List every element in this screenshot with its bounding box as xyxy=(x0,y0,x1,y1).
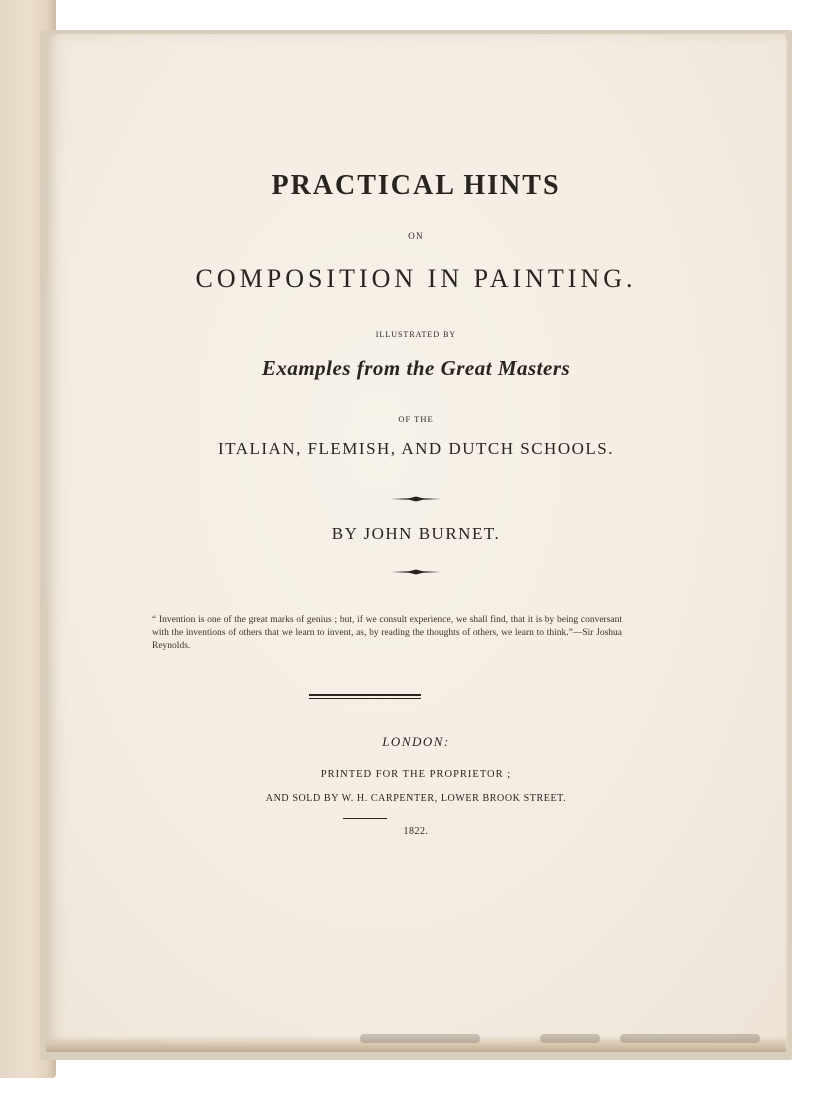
author-line: BY JOHN BURNET. xyxy=(331,524,501,543)
ornament-dash-icon xyxy=(391,568,441,576)
imprint-city: LONDON: xyxy=(382,734,450,749)
examples-line: Examples from the Great Masters xyxy=(261,356,571,380)
title-page xyxy=(46,34,786,1050)
ornament-rule-bottom xyxy=(46,568,786,578)
ornament-rule-top xyxy=(46,495,786,505)
double-rule xyxy=(309,694,421,699)
ornament-dash-icon xyxy=(391,495,441,503)
main-title: COMPOSITION IN PAINTING. xyxy=(195,264,637,293)
imprint-printed-for: PRINTED FOR THE PROPRIETOR ; xyxy=(320,769,512,780)
imprint-year: 1822. xyxy=(403,826,429,837)
edge-wear-mark xyxy=(540,1034,600,1043)
book-title: PRACTICAL HINTS xyxy=(271,170,561,201)
edge-wear-mark xyxy=(360,1034,480,1043)
schools-line: ITALIAN, FLEMISH, AND DUTCH SCHOOLS. xyxy=(218,439,614,458)
short-rule xyxy=(343,818,387,819)
of-the: OF THE xyxy=(398,414,434,424)
imprint-sold-by: AND SOLD BY W. H. CARPENTER, LOWER BROOK STREET. xyxy=(265,793,567,804)
edge-wear-mark xyxy=(620,1034,760,1043)
epigraph-quote: “ Invention is one of the great marks of genius ; but, if we consult experience, we shall find, that it is by being conversant with the inventions of others that we learn to invent, as, by reading the thoughts of others, we learn to think.”—Sir Joshua Reynolds. xyxy=(152,615,622,651)
title-connector-on: ON xyxy=(408,231,424,241)
illustrated-by: ILLUSTRATED BY xyxy=(375,330,457,339)
